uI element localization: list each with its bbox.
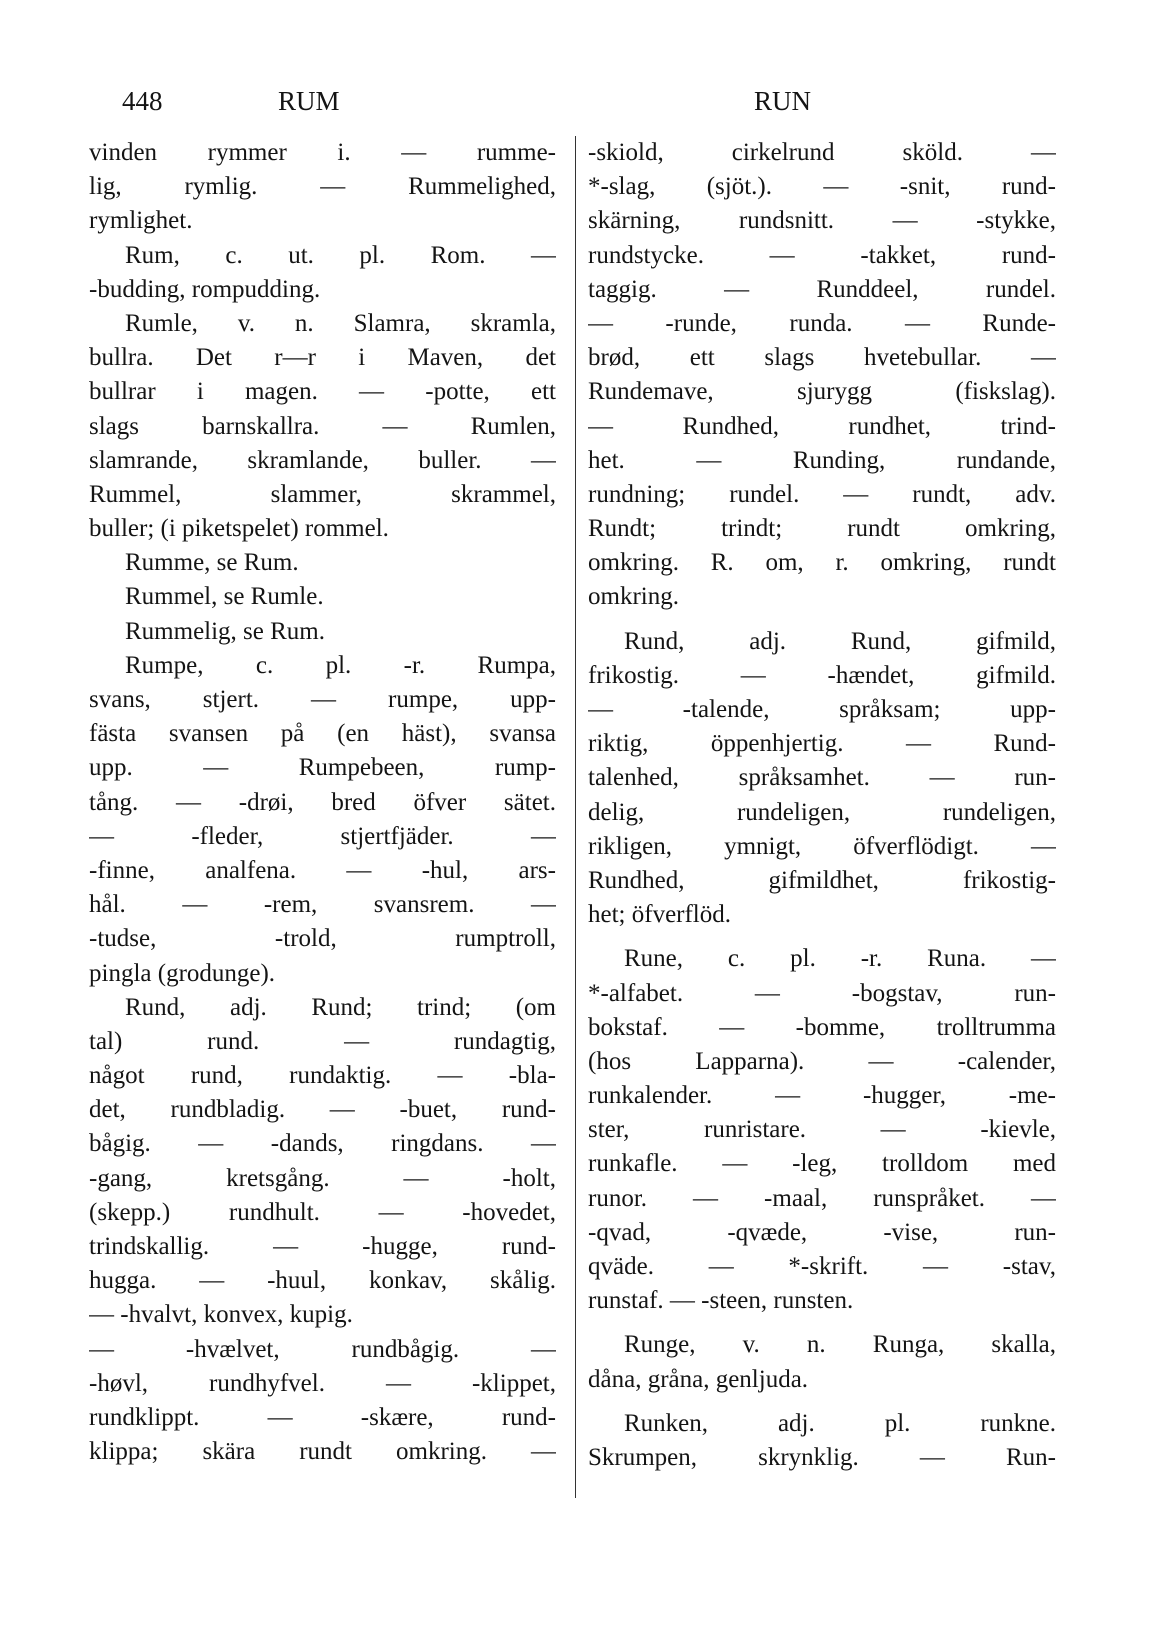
entry-line: omkring. (588, 583, 679, 611)
entry-line: -høvl, rundhyfvel. — -klippet, (89, 1369, 556, 1397)
entry-line: (hos Lapparna). — -calender, (588, 1047, 1056, 1075)
entry-line: klippa; skära rundt omkring. — (89, 1438, 556, 1466)
left-guide-word: RUM (278, 86, 340, 116)
entry-line: — -hvalvt, konvex, kupig. (89, 1301, 353, 1329)
entry-line: Rundemave, sjurygg (fiskslag). (588, 378, 1056, 406)
entry-line: — -hvælvet, rundbågig. — (89, 1335, 556, 1363)
entry-line: ster, runristare. — -kievle, (588, 1116, 1056, 1144)
entry-line: Rumme, se Rum. (125, 549, 299, 577)
entry-line: — Rundhed, rundhet, trind- (588, 412, 1056, 440)
entry-line: pingla (grodunge). (89, 959, 276, 987)
entry-line: vinden rymmer i. — rumme- (89, 139, 556, 166)
entry-line: tång. — -drøi, bred öfver sätet. (89, 788, 556, 816)
entry-line: rikligen, ymnigt, öfverflödigt. — (588, 832, 1056, 860)
entry-line: het; öfverflöd. (588, 901, 732, 929)
entry-line: bågig. — -dands, ringdans. — (89, 1130, 556, 1158)
entry-line: rundstycke. — -takket, rund- (588, 241, 1056, 269)
column-divider (575, 136, 576, 1498)
entry-line: Rundhed, gifmildhet, frikostig- (588, 866, 1056, 894)
paragraph-gap (588, 932, 1056, 942)
entry-line: Runge, v. n. Runga, skalla, (624, 1331, 1056, 1359)
entry-line: runkafle. — -leg, trolldom med (588, 1150, 1056, 1178)
entry-line: trindskallig. — -hugge, rund- (89, 1233, 556, 1260)
entry-line: taggig. — Runddeel, rundel. (588, 275, 1056, 303)
entry-line: (skepp.) rundhult. — -hovedet, (89, 1198, 556, 1226)
entry-line: Skrumpen, skrynklig. — Run- (588, 1443, 1056, 1471)
left-column (89, 136, 556, 1469)
entry-line: -budding, rompudding. (89, 275, 321, 303)
entry-line: bokstaf. — -bomme, trolltrumma (588, 1013, 1056, 1041)
entry-line: det, rundbladig. — -buet, rund- (89, 1096, 556, 1124)
entry-line: Rummelig, se Rum. (125, 617, 325, 645)
entry-line: hål. — -rem, svansrem. — (89, 891, 556, 919)
entry-line: Rum, c. ut. pl. Rom. — (125, 241, 556, 269)
entry-line: -qvad, -qvæde, -vise, run- (588, 1218, 1056, 1246)
entry-line: rundning; rundel. — rundt, adv. (588, 480, 1056, 508)
entry-line: Rummel, slammer, skrammel, (89, 480, 556, 508)
entry-line: Rumpe, c. pl. -r. Rumpa, (125, 651, 556, 679)
entry-line: lig, rymlig. — Rummelighed, (89, 173, 556, 201)
entry-line: svans, stjert. — rumpe, upp- (89, 686, 556, 713)
entry-line: upp. — Rumpebeen, rump- (89, 754, 556, 782)
entry-line: — -fleder, stjertfjäder. — (89, 822, 556, 850)
entry-line: Rund, adj. Rund, gifmild, (624, 627, 1056, 655)
right-guide-word: RUN (754, 86, 812, 116)
entry-line: bullra. Det r—r i Maven, det (89, 344, 556, 372)
entry-line: bullrar i magen. — -potte, ett (89, 378, 556, 406)
entry-line: skärning, rundsnitt. — -stykke, (588, 207, 1056, 235)
paragraph-gap (588, 615, 1056, 625)
entry-line: -finne, analfena. — -hul, ars- (89, 856, 556, 884)
entry-line: *-slag, (sjöt.). — -snit, rund- (588, 173, 1056, 201)
entry-line: delig, rundeligen, rundeligen, (588, 798, 1056, 826)
entry-line: -skiold, cirkelrund sköld. — (588, 139, 1056, 166)
entry-line: tal) rund. — rundagtig, (89, 1027, 556, 1055)
entry-line: Rumle, v. n. Slamra, skramla, (125, 309, 556, 337)
entry-line: talenhed, språksamhet. — run- (588, 764, 1056, 792)
entry-line: Rund, adj. Rund; trind; (om (125, 993, 556, 1021)
entry-line: -tudse, -trold, rumptroll, (89, 925, 556, 953)
page-number: 448 (122, 86, 163, 116)
paragraph-gap (588, 1397, 1056, 1407)
entry-line: riktig, öppenhjertig. — Rund- (588, 730, 1056, 758)
entry-line: hugga. — -huul, konkav, skålig. (89, 1267, 556, 1295)
entry-line: runkalender. — -hugger, -me- (588, 1082, 1056, 1110)
entry-line: het. — Runding, rundande, (588, 446, 1056, 474)
entry-line: qväde. — *-skrift. — -stav, (588, 1253, 1056, 1280)
entry-line: frikostig. — -hændet, gifmild. (588, 661, 1056, 689)
page-header (0, 86, 1152, 126)
right-column (588, 136, 1056, 1475)
entry-line: fästa svansen på (en häst), svansa (89, 720, 556, 748)
entry-line: slags barnskallra. — Rumlen, (89, 412, 556, 440)
entry-line: slamrande, skramlande, buller. — (89, 446, 556, 474)
entry-line: *-alfabet. — -bogstav, run- (588, 979, 1056, 1007)
entry-line: rymlighet. (89, 207, 193, 235)
entry-line: runor. — -maal, runspråket. — (588, 1184, 1056, 1212)
entry-line: rundklippt. — -skære, rund- (89, 1403, 556, 1431)
entry-line: dåna, gråna, genljuda. (588, 1365, 809, 1393)
entry-line: — -talende, språksam; upp- (588, 696, 1056, 723)
paragraph-gap (588, 1318, 1056, 1328)
entry-line: Runken, adj. pl. runkne. (624, 1409, 1056, 1437)
entry-line: Rummel, se Rumle. (125, 583, 324, 611)
entry-line: något rund, rundaktig. — -bla- (89, 1062, 556, 1090)
entry-line: omkring. R. om, r. omkring, rundt (588, 549, 1056, 577)
entry-line: — -runde, runda. — Runde- (588, 309, 1056, 337)
entry-line: buller; (i piketspelet) rommel. (89, 515, 389, 543)
entry-line: runstaf. — -steen, runsten. (588, 1287, 854, 1315)
entry-line: Rune, c. pl. -r. Runa. — (624, 945, 1056, 973)
entry-line: -gang, kretsgång. — -holt, (89, 1164, 556, 1192)
entry-line: Rundt; trindt; rundt omkring, (588, 515, 1056, 543)
entry-line: brød, ett slags hvetebullar. — (588, 344, 1056, 372)
